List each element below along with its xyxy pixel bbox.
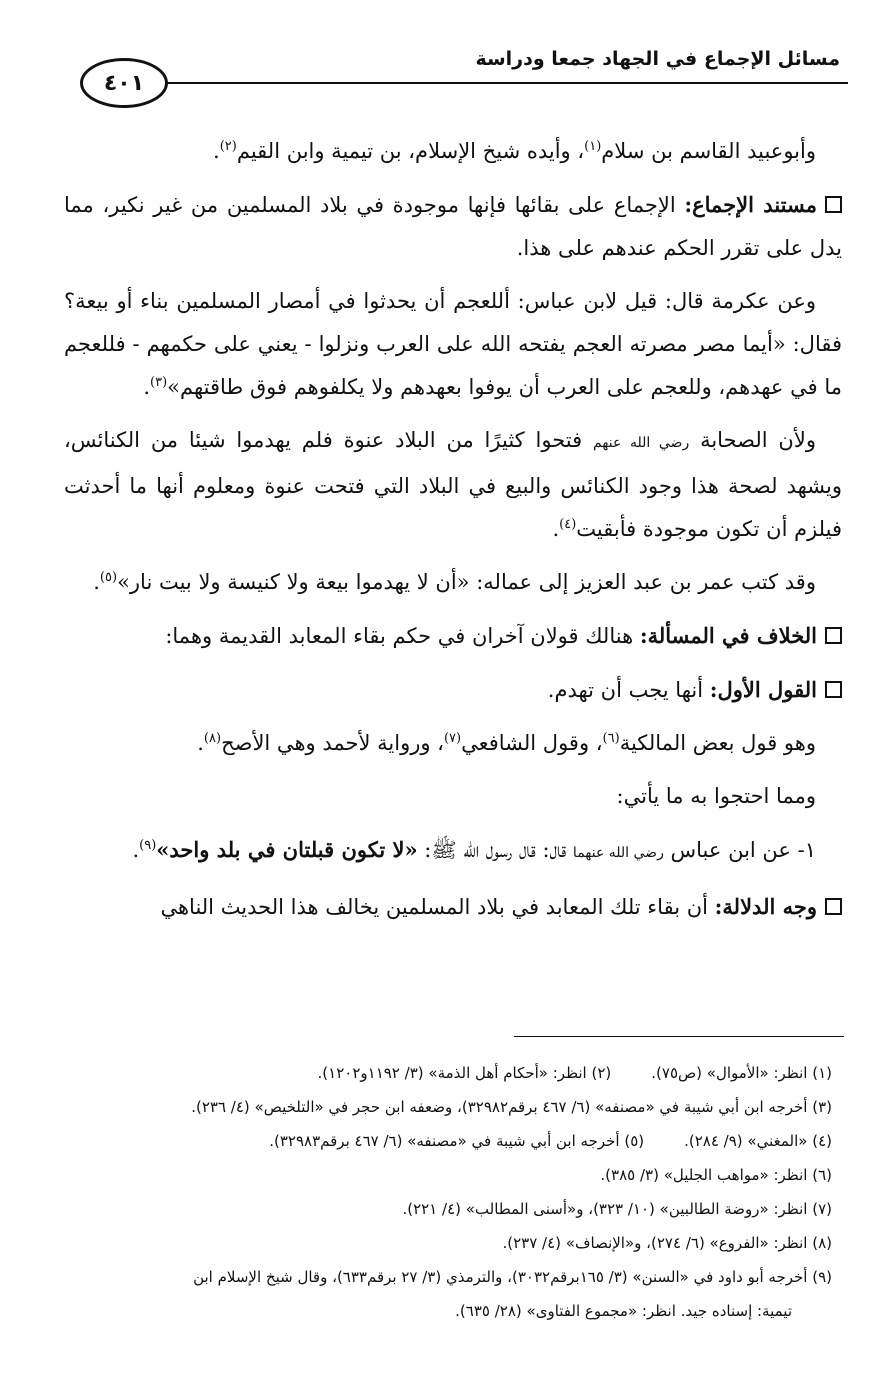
- footnote-ref-6[interactable]: (٦): [602, 731, 620, 746]
- honorific-glyph: رضي الله عنهم: [592, 435, 690, 451]
- footnotes: [48, 1056, 832, 1328]
- footnote-6: (٦) انظر: «مواهب الجليل» (٣/ ٣٨٥).: [600, 1166, 832, 1184]
- footnote-ref-3[interactable]: (٣): [150, 375, 168, 390]
- paragraph-consensus-basis: مستند الإجماع: الإجماع على بقائها فإنها موجودة في بلاد المسلمين من غير نكير، مما يدل على تقرر الحكم عندهم على هذا.: [64, 192, 842, 260]
- paragraph-1: وأبوعبيد القاسم بن سلام$^{(١)}$، وأيده شيخ الإسلام، بن تيمية وابن القيم$^{(٢)}$.: [213, 139, 816, 163]
- square-bullet-icon: [825, 898, 842, 915]
- paragraph-umar: وقد كتب عمر بن عبد العزيز إلى عماله: «أن لا يهدموا بيعة ولا كنيسة ولا بيت نار»$^{(٥)}$.: [93, 570, 816, 594]
- salawat-glyph: ﷺ: [431, 838, 457, 862]
- paragraph-scholars: وهو قول بعض المالكية$^{(٦)}$، وقول الشافعي$^{(٧)}$، ورواية لأحمد وهي الأصح$^{(٨)}$.: [197, 731, 816, 755]
- footnote-ref-1[interactable]: (١): [584, 139, 602, 154]
- honorific-glyph: رضي الله عنهما: [572, 845, 664, 861]
- square-bullet-icon: [825, 627, 842, 644]
- footnote-line: [48, 1124, 832, 1158]
- footnote-3: (٣) أخرجه ابن أبي شيبة في «مصنفه» (٦/ ٤٦٧ برقم٣٢٩٨٢)، وضعفه ابن حجر في «التلخيص» (٤/ ٢٣٦).: [191, 1098, 832, 1116]
- footnote-separator: [514, 1036, 844, 1037]
- footnote-ref-9[interactable]: (٩): [139, 838, 157, 853]
- footnote-4: (٤) «المغني» (٩/ ٢٨٤).: [684, 1132, 832, 1150]
- running-title: مسائل الإجماع في الجهاد جمعا ودراسة: [475, 48, 840, 70]
- footnote-1: (١) انظر: «الأموال» (ص٧٥).: [651, 1064, 832, 1082]
- footnote-5: (٥) أخرجه ابن أبي شيبة في «مصنفه» (٦/ ٤٦٧ برقم٣٢٩٨٣).: [269, 1132, 645, 1150]
- footnote-ref-7[interactable]: (٧): [443, 731, 462, 746]
- square-bullet-icon: [825, 196, 842, 213]
- paragraph-first-opinion: القول الأول: أنها يجب أن تهدم.: [64, 668, 842, 712]
- footnote-8: (٨) انظر: «الفروع» (٦/ ٢٧٤)، و«الإنصاف» (٤/ ٢٣٧).: [502, 1234, 832, 1252]
- footnote-ref-8[interactable]: (٨): [203, 731, 222, 746]
- footnote-ref-4[interactable]: (٤): [559, 517, 577, 532]
- header-rule: [160, 82, 848, 84]
- section-label: وجه الدلالة:: [714, 894, 817, 919]
- paragraph-ikrima: وعن عكرمة قال: قيل لابن عباس: أللعجم أن يحدثوا في أمصار المسلمين بناء أو بيعة؟ فقال: «أيما مصر مصرته العجم يفتحه الله على العرب ونزلوا - يعني على حكمهم - فللعجم ما في عهدهم، وللعجم على العرب أن يوفوا بعهدهم ولا يكلفوهم فوق طاقتهم»$^{(٣)}$.: [64, 289, 842, 399]
- section-label: مستند الإجماع:: [684, 192, 817, 217]
- footnote-ref-2[interactable]: (٢): [219, 139, 237, 154]
- footnote-ref-5[interactable]: (٥): [99, 570, 118, 585]
- paragraph-companions: ولأن الصحابة رضي الله عنهم فتحوا كثيرًا من البلاد عنوة فلم يهدموا شيئا من الكنائس، ويشهد لصحة هذا وجود الكنائس والبيع في البلاد التي فتحت عنوة ومعلوم أنها ما أحدثت فيلزم أن تكون موجودة فأبقيت$^{(٤)}$.: [64, 428, 842, 541]
- square-bullet-icon: [825, 681, 842, 698]
- page-number: ٤٠١: [80, 58, 168, 108]
- hadith-quote: «لا تكون قبلتان في بلد واحد»: [156, 837, 418, 862]
- main-text: [64, 130, 842, 939]
- paragraph-hadith: ١- عن ابن عباس رضي الله عنهما قال: قال رسول الله ﷺ: «لا تكون قبلتان في بلد واحد»$^{(٩)}$.: [132, 837, 816, 862]
- paragraph-inference: وجه الدلالة: أن بقاء تلك المعابد في بلاد المسلمين يخالف هذا الحديث الناهي: [64, 885, 842, 929]
- section-label: القول الأول:: [709, 677, 817, 702]
- footnote-line: [48, 1056, 832, 1090]
- footnote-2: (٢) انظر: «أحكام أهل الذمة» (٣/ ١١٩٢و١٢٠٢).: [317, 1064, 612, 1082]
- footnote-9-continued: تيمية: إسناده جيد. انظر: «مجموع الفتاوى» (٢٨/ ٦٣٥).: [455, 1302, 792, 1320]
- section-label: الخلاف في المسألة:: [639, 623, 817, 648]
- footnote-9: (٩) أخرجه أبو داود في «السنن» (٣/ ١٦٥برقم٣٠٣٢)، والترمذي (٣/ ٢٧ برقم٦٣٣)، وقال شيخ الإسلام ابن: [193, 1268, 832, 1286]
- footnote-7: (٧) انظر: «روضة الطالبين» (١٠/ ٣٢٣)، و«أسنى المطالب» (٤/ ٢٢١).: [402, 1200, 832, 1218]
- paragraph-disagreement: الخلاف في المسألة: هنالك قولان آخران في حكم بقاء المعابد القديمة وهما:: [64, 614, 842, 658]
- paragraph-evidence-intro: ومما احتجوا به ما يأتي:: [616, 784, 816, 808]
